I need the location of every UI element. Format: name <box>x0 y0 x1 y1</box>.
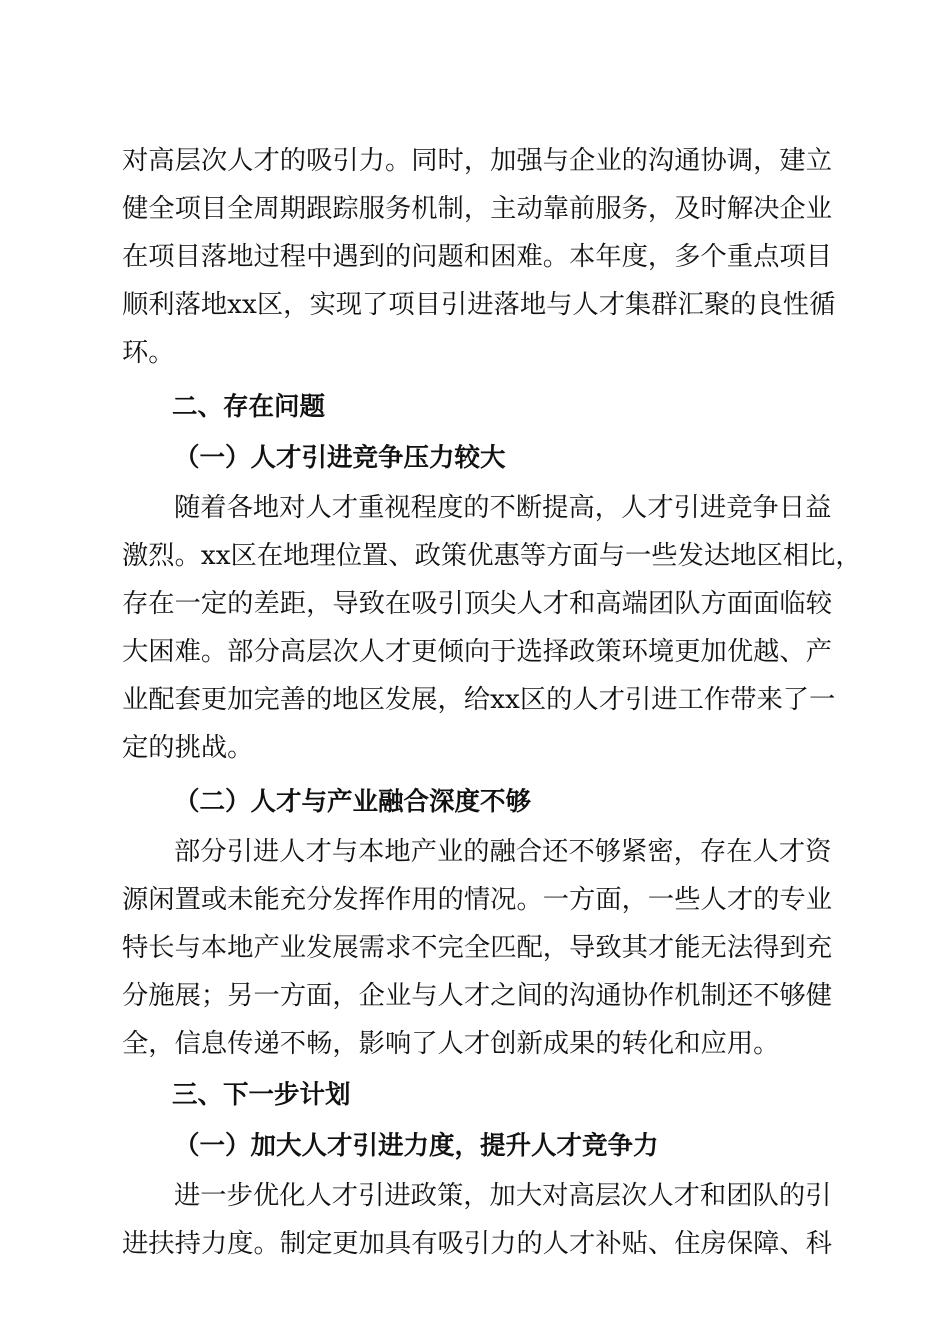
paragraph-line: 健全项目全周期跟踪服务机制，主动靠前服务，及时解决企业 <box>122 194 833 224</box>
paragraph-line: 分施展；另一方面，企业与人才之间的沟通协作机制还不够健 <box>122 981 833 1011</box>
subsection-heading: （二）人才与产业融合深度不够 <box>174 787 532 817</box>
paragraph-line: 全，信息传递不畅，影响了人才创新成果的转化和应用。 <box>122 1029 780 1059</box>
paragraph-line: 进一步优化人才引进政策，加大对高层次人才和团队的引 <box>174 1181 832 1211</box>
paragraph-line: 顺利落地xx区，实现了项目引进落地与人才集群汇聚的良性循 <box>122 290 836 320</box>
section-heading: 二、存在问题 <box>172 392 326 422</box>
paragraph-line: 业配套更加完善的地区发展，给xx区的人才引进工作带来了一 <box>122 685 836 715</box>
paragraph-line: 在项目落地过程中遇到的问题和困难。本年度，多个重点项目 <box>122 242 833 272</box>
paragraph-line: 大困难。部分高层次人才更倾向于选择政策环境更加优越、产 <box>122 637 833 667</box>
paragraph-line: 环。 <box>122 338 175 368</box>
paragraph-line: 特长与本地产业发展需求不完全匹配，导致其才能无法得到充 <box>122 933 833 963</box>
paragraph-line: 部分引进人才与本地产业的融合还不够紧密，存在人才资 <box>174 837 832 867</box>
subsection-heading: （一）加大人才引进力度，提升人才竞争力 <box>174 1131 659 1161</box>
paragraph-line: 定的挑战。 <box>122 733 254 763</box>
subsection-heading: （一）人才引进竞争压力较大 <box>174 443 506 473</box>
paragraph-line: 进扶持力度。制定更加具有吸引力的人才补贴、住房保障、科 <box>122 1229 833 1259</box>
paragraph-line: 对高层次人才的吸引力。同时，加强与企业的沟通协调，建立 <box>122 146 833 176</box>
paragraph-line: 存在一定的差距，导致在吸引顶尖人才和高端团队方面面临较 <box>122 589 833 619</box>
paragraph-line: 激烈。xx区在地理位置、政策优惠等方面与一些发达地区相比， <box>122 541 862 571</box>
paragraph-line: 随着各地对人才重视程度的不断提高，人才引进竞争日益 <box>174 493 832 523</box>
section-heading: 三、下一步计划 <box>172 1080 351 1110</box>
paragraph-line: 源闲置或未能充分发挥作用的情况。一方面，一些人才的专业 <box>122 885 833 915</box>
